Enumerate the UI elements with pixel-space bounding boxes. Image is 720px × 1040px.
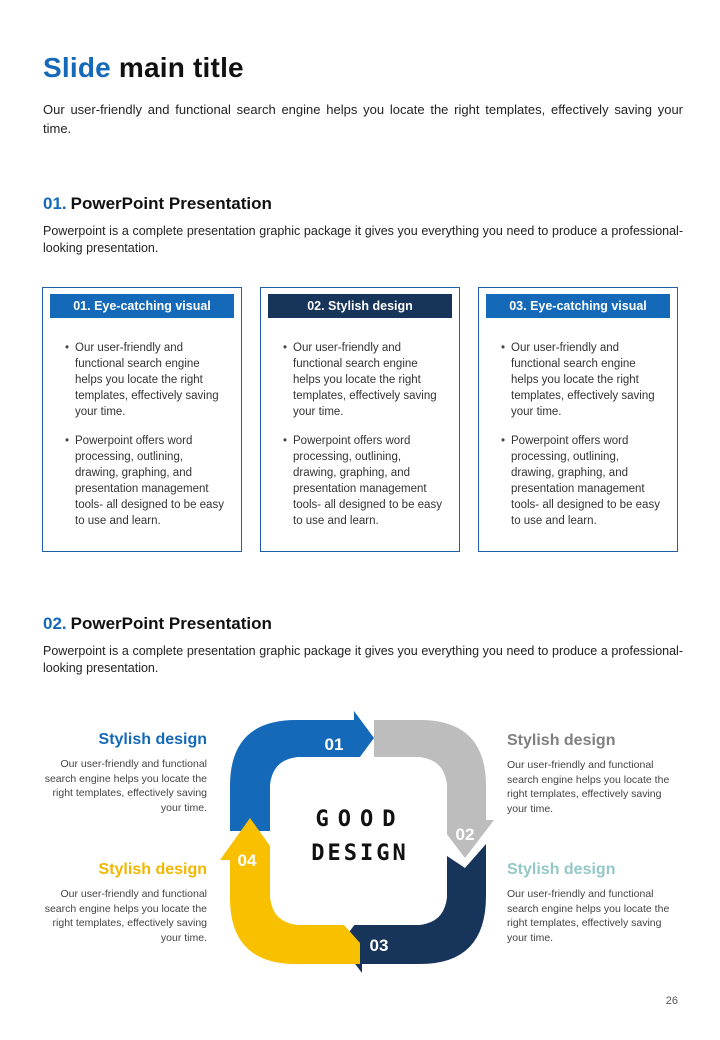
step-number-2: 02: [455, 825, 475, 844]
step-number-1: 01: [324, 735, 344, 754]
feature-card-title: 01. Eye-catching visual: [50, 294, 234, 318]
bullet-item: • Powerpoint offers word processing, outlining, drawing, graphing, and presentation management tools- all designed to be easy to use and learn.: [65, 433, 225, 529]
bullet-item: • Our user-friendly and functional search engine helps you locate the right templates, effectively saving your time.: [65, 340, 225, 420]
section1-number: 01.: [43, 194, 67, 213]
feature-card-bullets: [283, 340, 443, 542]
section2-text: Powerpoint is a complete presentation graphic package it gives you everything you need to produce a professional-looking presentation.: [43, 644, 683, 675]
feature-card-1: [42, 287, 242, 552]
cycle-label-1: Stylish design: [98, 731, 207, 748]
section2-heading: [43, 614, 272, 634]
section2-heading-text: PowerPoint Presentation: [70, 614, 272, 633]
cycle-desc-3: Our user-friendly and functional search engine helps you locate the right templates, effectively saving your time.: [44, 888, 207, 944]
step-number-4: 04: [237, 851, 257, 870]
section2-number: 02.: [43, 614, 67, 633]
step-number-3: 03: [369, 936, 389, 955]
page-title-rest: main title: [118, 52, 244, 83]
section1-text: Powerpoint is a complete presentation graphic package it gives you everything you need to produce a professional-looking presentation.: [43, 224, 683, 255]
cycle-desc-2: Our user-friendly and functional search engine helps you locate the right templates, effectively saving your time.: [507, 759, 670, 815]
cycle-center-text: [288, 803, 432, 871]
feature-card-bullets: [65, 340, 225, 542]
cycle-desc-4: Our user-friendly and functional search engine helps you locate the right templates, effectively saving your time.: [507, 888, 670, 944]
page-number: 26: [665, 995, 678, 1007]
cycle-label-3: Stylish design: [98, 861, 207, 878]
feature-card-bullets: [501, 340, 661, 542]
bullet-item: • Our user-friendly and functional search engine helps you locate the right templates, effectively saving your time.: [501, 340, 661, 420]
feature-card-title: 02. Stylish design: [268, 294, 452, 318]
center-text-line2: DESIGN: [311, 841, 409, 866]
feature-card-2: [260, 287, 460, 552]
bullet-item: • Powerpoint offers word processing, outlining, drawing, graphing, and presentation management tools- all designed to be easy to use and learn.: [283, 433, 443, 529]
page-title: [43, 52, 244, 84]
center-text-line1: GOOD: [315, 807, 405, 832]
cycle-label-2: Stylish design: [507, 732, 616, 749]
bullet-item: • Powerpoint offers word processing, outlining, drawing, graphing, and presentation management tools- all designed to be easy to use and learn.: [501, 433, 661, 529]
cycle-label-4: Stylish design: [507, 861, 616, 878]
section1-heading-text: PowerPoint Presentation: [70, 194, 272, 213]
feature-card-3: [478, 287, 678, 552]
feature-card-title: 03. Eye-catching visual: [486, 294, 670, 318]
section1-heading: [43, 194, 272, 214]
page-title-accent: Slide: [43, 52, 111, 83]
bullet-item: • Our user-friendly and functional search engine helps you locate the right templates, effectively saving your time.: [283, 340, 443, 420]
page-subtitle: Our user-friendly and functional search engine helps you locate the right templates, effectively saving your time.: [43, 102, 683, 136]
cycle-desc-1: Our user-friendly and functional search engine helps you locate the right templates, effectively saving your time.: [44, 758, 207, 814]
